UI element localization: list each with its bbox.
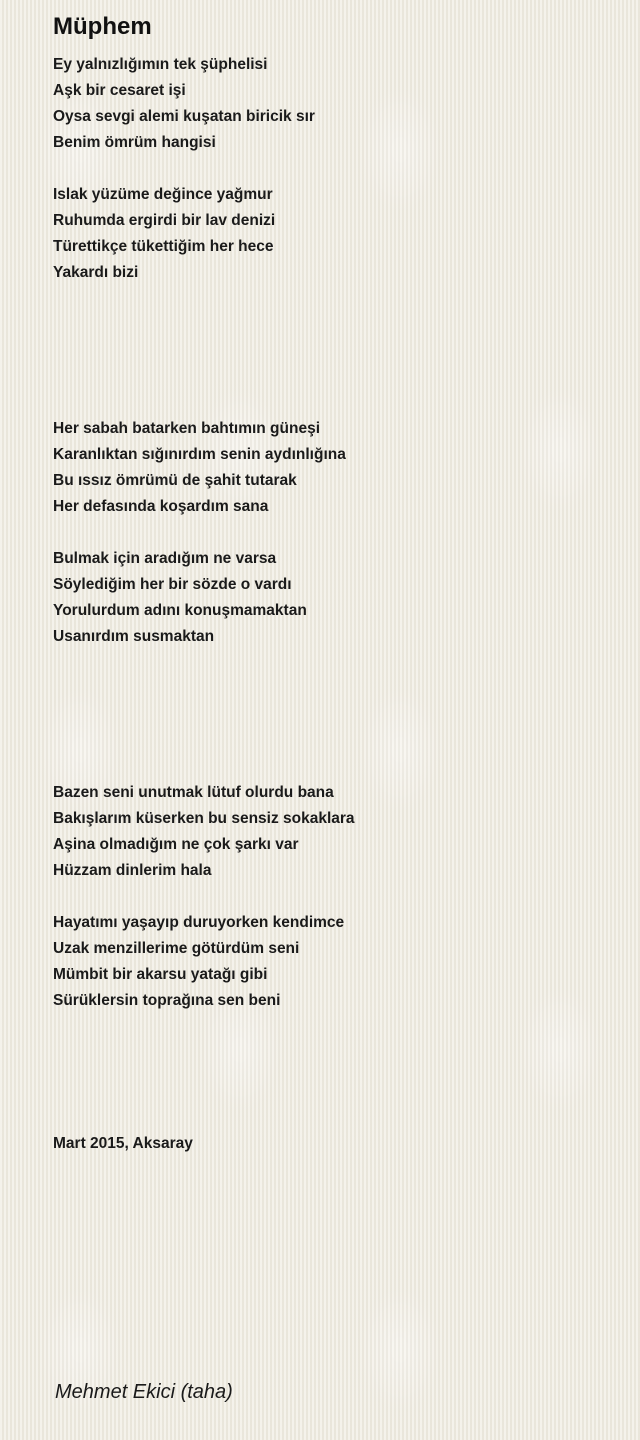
poem-line: Her defasında koşardım sana — [53, 498, 269, 515]
poem-line: Hayatımı yaşayıp duruyorken kendimce — [53, 914, 345, 931]
poem-line: Bulmak için aradığım ne varsa — [53, 550, 277, 567]
poem-line: Yorulurdum adını konuşmamaktan — [53, 602, 307, 619]
author-name: Mehmet Ekici (taha) — [55, 1381, 233, 1403]
poem-line: Benim ömrüm hangisi — [53, 134, 216, 151]
stanza-4 — [53, 546, 613, 650]
poem-line: Söylediğim her bir sözde o vardı — [53, 576, 292, 593]
poem-line: Ey yalnızlığımın tek şüphelisi — [53, 56, 268, 73]
stanza-1 — [53, 52, 613, 156]
section-spacer — [53, 650, 613, 780]
poem-line: Bu ıssız ömrümü de şahit tutarak — [53, 472, 297, 489]
stanza-spacer — [53, 520, 613, 546]
stanza-spacer — [53, 884, 613, 910]
stanza-3 — [53, 416, 613, 520]
poem-line: Mümbit bir akarsu yatağı gibi — [53, 966, 268, 983]
poem-line: Bakışlarım küserken bu sensiz sokaklara — [53, 810, 355, 827]
poem-line: Türettikçe tükettiğim her hece — [53, 238, 274, 255]
poem-line: Aşina olmadığım ne çok şarkı var — [53, 836, 299, 853]
poem-line: Bazen seni unutmak lütuf olurdu bana — [53, 784, 334, 801]
place-date: Mart 2015, Aksaray — [53, 1135, 193, 1152]
poem-line: Ruhumda ergirdi bir lav denizi — [53, 212, 276, 229]
stanza-spacer — [53, 156, 613, 182]
poem-line: Usanırdım susmaktan — [53, 628, 215, 645]
poem-line: Her sabah batarken bahtımın güneşi — [53, 420, 321, 437]
poem-line: Hüzzam dinlerim hala — [53, 862, 212, 879]
poem-line: Oysa sevgi alemi kuşatan biricik sır — [53, 108, 315, 125]
section-spacer — [53, 286, 613, 416]
poem-line: Karanlıktan sığınırdım senin aydınlığına — [53, 446, 346, 463]
poem-line: Sürüklersin toprağına sen beni — [53, 992, 281, 1009]
poem-line: Aşk bir cesaret işi — [53, 82, 186, 99]
poem-line: Yakardı bizi — [53, 264, 139, 281]
poem-body — [53, 52, 613, 1014]
stanza-5 — [53, 780, 613, 884]
poem-title: Müphem — [53, 13, 152, 40]
stanza-2 — [53, 182, 613, 286]
stanza-6 — [53, 910, 613, 1014]
poem-line: Islak yüzüme değince yağmur — [53, 186, 273, 203]
poem-line: Uzak menzillerime götürdüm seni — [53, 940, 300, 957]
